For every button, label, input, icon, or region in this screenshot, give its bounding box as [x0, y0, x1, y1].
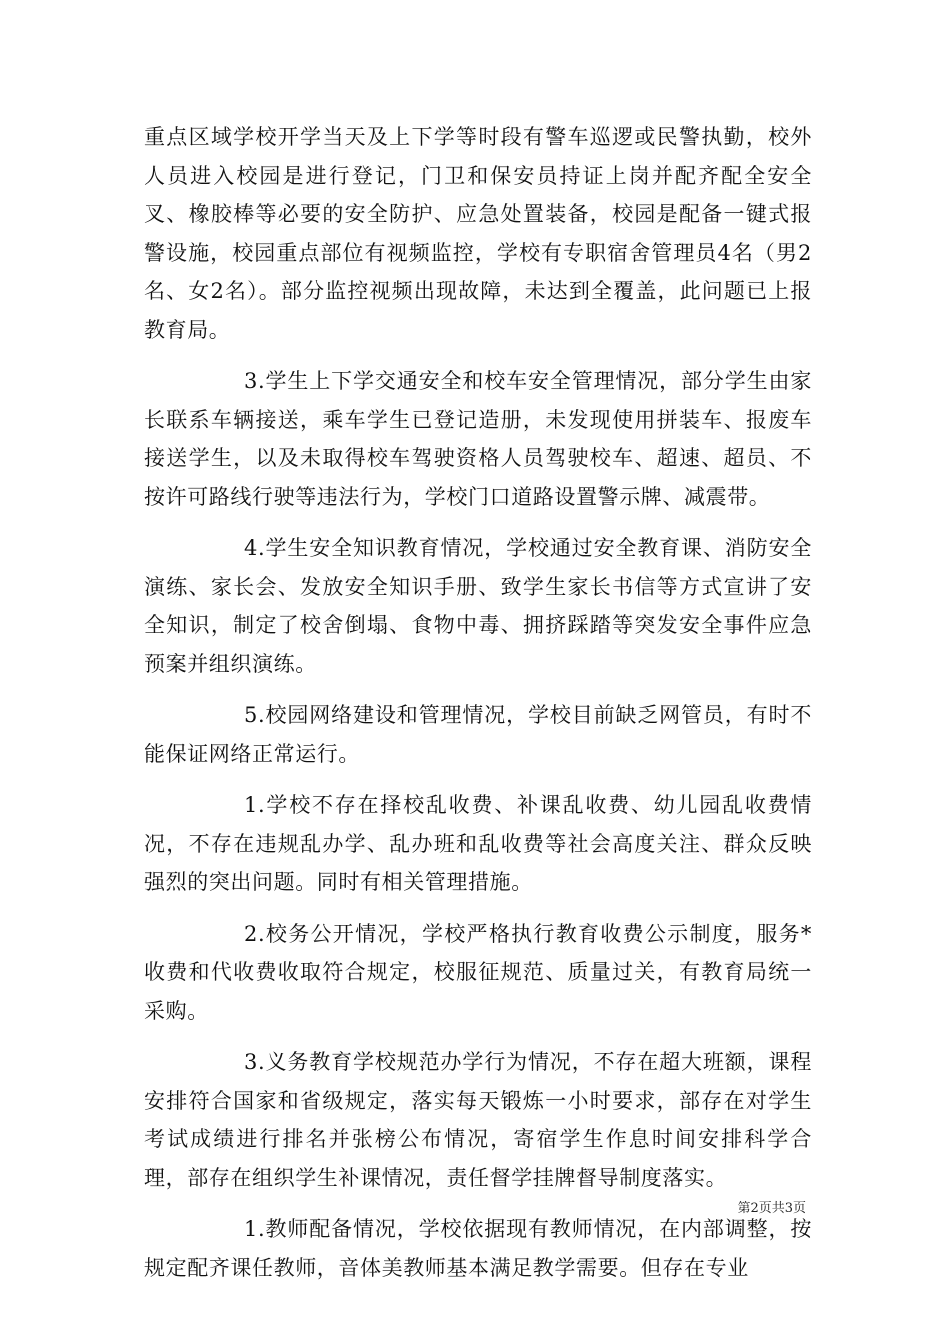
paragraph-1: 重点区域学校开学当天及上下学等时段有警车巡逻或民警执勤，校外人员进入校园是进行登记，门卫和保安员持证上岗并配齐配全安全叉、橡胶棒等必要的安全防护、应急处置装备，校园是配备一键式报警设施，校园重点部位有视频监控，学校有专职宿舍管理员4名（男2名、女2名）。部分监控视频出现故障，未达到全覆盖，此问题已上报教育局。 — [144, 125, 812, 342]
paragraph-6: 2.校务公开情况，学校严格执行教育收费公示制度，服务*收费和代收费收取符合规定，校服征规范、质量过关，有教育局统一采购。 — [144, 921, 812, 1023]
document-body — [144, 118, 812, 1300]
paragraph-8: 1.教师配备情况，学校依据现有教师情况，在内部调整，按规定配齐课任教师，音体美教师基本满足教学需要。但存在专业 — [144, 1217, 812, 1280]
paragraph-2: 3.学生上下学交通安全和校车安全管理情况，部分学生由家长联系车辆接送，乘车学生已登记造册，未发现使用拼装车、报废车接送学生，以及未取得校车驾驶资格人员驾驶校车、超速、超员、不按许可路线行驶等违法行为，学校门口道路设置警示牌、减震带。 — [144, 369, 812, 509]
paragraph-3: 4.学生安全知识教育情况，学校通过安全教育课、消防安全演练、家长会、发放安全知识手册、致学生家长书信等方式宣讲了安全知识，制定了校舍倒塌、食物中毒、拥挤踩踏等突发安全事件应急预案并组织演练。 — [144, 536, 812, 676]
page-number-footer: 第2页共3页 — [737, 1201, 806, 1216]
paragraph-7: 3.义务教育学校规范办学行为情况，不存在超大班额，课程安排符合国家和省级规定，落实每天锻炼一小时要求，部存在对学生考试成绩进行排名并张榜公布情况，寄宿学生作息时间安排科学合理，部存在组织学生补课情况，责任督学挂牌督导制度落实。 — [144, 1050, 812, 1190]
paragraph-5: 1.学校不存在择校乱收费、补课乱收费、幼儿园乱收费情况，不存在违规乱办学、乱办班和乱收费等社会高度关注、群众反映强烈的突出问题。同时有相关管理措施。 — [144, 793, 812, 894]
paragraph-4: 5.校园网络建设和管理情况，学校目前缺乏网管员，有时不能保证网络正常运行。 — [144, 703, 812, 766]
